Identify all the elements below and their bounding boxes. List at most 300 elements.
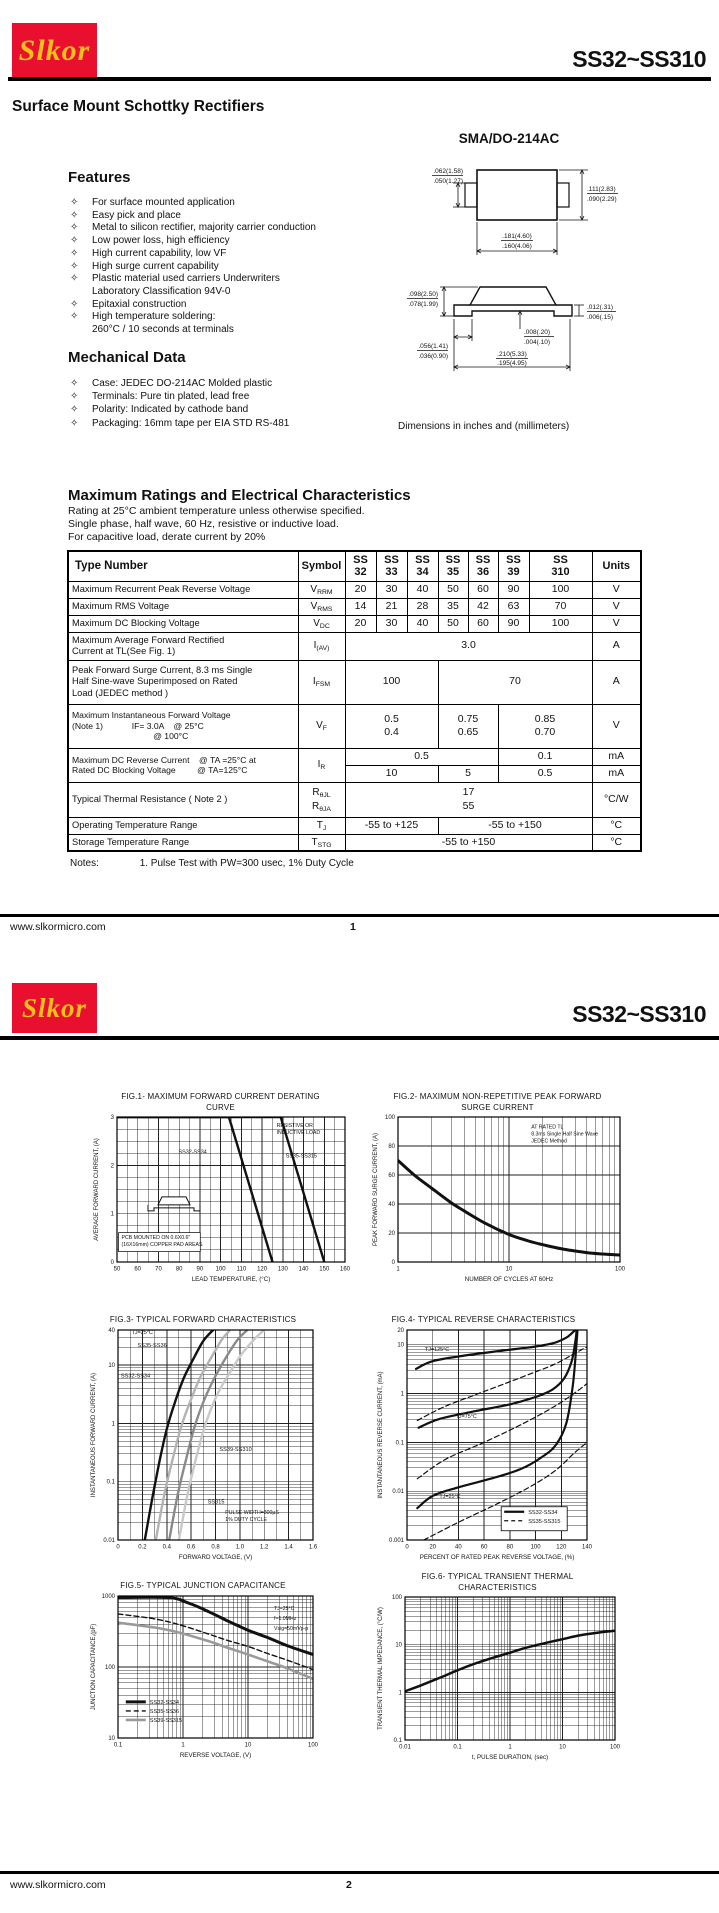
list-item [70, 311, 370, 336]
svg-text:1: 1 [398, 1690, 402, 1697]
chart-svg-fig3 [88, 1326, 318, 1568]
list-item [70, 248, 370, 261]
svg-text:2: 2 [110, 1163, 114, 1170]
x-axis-label: LEAD TEMPERATURE, (°C) [191, 1276, 271, 1283]
table-cell: 3.0 [345, 632, 592, 660]
y-axis-label: INSTANTANEOUS REVERSE CURRENT, (mA) [378, 1370, 384, 1499]
figure-1 [91, 1092, 350, 1288]
table-cell: 0.1 [498, 748, 592, 765]
figure-6 [375, 1572, 620, 1768]
brand-logo [12, 23, 97, 78]
chart-annotation: RESISTIVE OR [276, 1123, 313, 1130]
header-rule-p2 [0, 1036, 719, 1040]
footer-page-p2: 2 [346, 1879, 352, 1891]
svg-text:140: 140 [581, 1544, 593, 1550]
list-item [70, 222, 370, 235]
y-axis-label: JUNCTION CAPACITANCE,(pF) [91, 1623, 97, 1710]
svg-text:80: 80 [506, 1544, 514, 1550]
table-cell: Operating Temperature Range [68, 817, 298, 834]
chart-svg-fig4 [375, 1326, 592, 1568]
dim-standoff-max: .012(.31) [587, 304, 614, 311]
chart-svg-fig2 [370, 1113, 625, 1288]
svg-text:0: 0 [116, 1544, 120, 1550]
figure-3-title: FIG.3- TYPICAL FORWARD CHARACTERISTICS [109, 1315, 297, 1324]
svg-text:1.2: 1.2 [260, 1544, 269, 1550]
svg-text:1000: 1000 [101, 1593, 115, 1600]
table-cell: Maximum Instantaneous Forward Voltage (Note 1) IF= 3.0A @ 25°C @ 100°C [68, 704, 298, 748]
table-cell: 50 [438, 615, 468, 632]
table-cell: -55 to +125 [345, 817, 438, 834]
list-item [70, 210, 370, 223]
x-axis-label: NUMBER OF CYCLES AT 60Hz [464, 1276, 554, 1283]
chart-annotation: Vsig=50mVp-p [274, 1625, 309, 1632]
figure-4-plot [375, 1326, 592, 1568]
symbol-subscript: J [322, 824, 327, 832]
dim-body-width-min: .160(4.06) [502, 243, 532, 250]
header-rule [8, 77, 711, 81]
chart-annotation: TJ=125°C [425, 1346, 450, 1353]
table-cell: °C [592, 817, 641, 834]
ratings-heading: Maximum Ratings and Electrical Characteristics [68, 487, 411, 504]
table-cell: 63 [498, 598, 529, 615]
svg-text:0.1: 0.1 [395, 1439, 404, 1446]
svg-text:100: 100 [215, 1266, 226, 1273]
chart-svg-fig6 [375, 1593, 620, 1768]
symbol-base: V [316, 720, 323, 732]
svg-text:40: 40 [108, 1327, 115, 1334]
table-cell: 70 [438, 660, 592, 704]
list-item-text: Low power loss, high efficiency [92, 235, 230, 247]
table-cell: 70 [529, 598, 592, 615]
figure-2 [370, 1092, 625, 1288]
diamond-bullet-icon: ✧ [70, 298, 79, 310]
chart-annotation: SS32-SS34 [120, 1372, 151, 1379]
dim-height-min: .078(1.99) [408, 301, 438, 308]
list-item-text: Packaging: 16mm tape per EIA STD RS-481 [92, 417, 290, 429]
list-item-text: Polarity: Indicated by cathode band [92, 404, 249, 416]
col-header-symbol: Symbol [298, 551, 345, 581]
table-cell: 28 [407, 598, 438, 615]
diamond-bullet-icon: ✧ [70, 273, 79, 285]
notes-text: 1. Pulse Test with PW=300 usec, 1% Duty Cycle [139, 858, 354, 869]
col-header-part: SS 34 [407, 551, 438, 581]
symbol-subscript: F [322, 725, 327, 733]
table-cell: mA [592, 765, 641, 782]
svg-text:0.8: 0.8 [211, 1544, 220, 1550]
dim-overall-min: .195(4.95) [497, 360, 527, 367]
list-item [70, 377, 380, 390]
x-axis-label: PERCENT OF RATED PEAK REVERSE VOLTAGE, (%) [419, 1553, 575, 1561]
svg-text:100: 100 [530, 1544, 541, 1550]
diamond-bullet-icon: ✧ [70, 197, 79, 208]
footer-site-p2: www.slkormicro.com [10, 1879, 106, 1891]
svg-text:1: 1 [400, 1391, 404, 1397]
chart-annotation: TJ=25°C [131, 1329, 153, 1336]
figure-1-title-line1: FIG.1- MAXIMUM FORWARD CURRENT DERATING [121, 1092, 320, 1101]
notes-label: Notes: [70, 858, 99, 869]
svg-text:100: 100 [609, 1744, 621, 1751]
list-item-text: Epitaxial construction [92, 298, 187, 310]
svg-text:0.6: 0.6 [186, 1544, 196, 1550]
diamond-bullet-icon: ✧ [70, 247, 79, 259]
svg-text:20: 20 [388, 1231, 395, 1237]
svg-text:1: 1 [110, 1211, 114, 1218]
svg-text:1.0: 1.0 [235, 1544, 245, 1550]
table-cell: A [592, 632, 641, 660]
symbol-subscript: (AV) [316, 645, 330, 653]
symbol-subscript: RRM [317, 588, 333, 596]
table-cell: 0.5 [498, 765, 592, 782]
svg-text:80: 80 [175, 1266, 183, 1273]
chart-legend [501, 1506, 567, 1530]
list-item-text: Easy pick and place [92, 209, 181, 221]
svg-text:1.4: 1.4 [284, 1544, 293, 1550]
col-header-units: Units [592, 551, 641, 581]
dim-body-width-max: .181(4.60) [502, 233, 532, 240]
list-item [70, 403, 380, 416]
svg-text:0: 0 [110, 1260, 114, 1266]
svg-text:0.1: 0.1 [106, 1479, 115, 1486]
symbol-base: T [316, 819, 323, 831]
figure-3-plot [88, 1326, 318, 1568]
svg-text:140: 140 [298, 1266, 309, 1273]
list-item [70, 417, 380, 430]
table-cell: V [592, 615, 641, 632]
diamond-bullet-icon: ✧ [70, 260, 79, 272]
figure-6-plot [375, 1593, 620, 1768]
svg-text:20: 20 [429, 1544, 437, 1550]
table-cell [298, 615, 345, 632]
symbol-base: I [313, 640, 317, 652]
list-item-text: For surface mounted application [92, 197, 235, 208]
list-item-text: Metal to silicon rectifier, majority carrier conduction [92, 222, 316, 234]
table-cell: 0.5 0.4 [345, 704, 438, 748]
table-cell: Maximum Average Forward Rectified Current at TL(See Fig. 1) [68, 632, 298, 660]
brand-logo-text: Slkor [18, 33, 91, 67]
svg-text:10: 10 [244, 1742, 252, 1748]
package-top-view [432, 168, 618, 255]
diamond-bullet-icon: ✧ [70, 404, 79, 416]
table-cell: 100 [529, 581, 592, 598]
chart-annotation: INDUCTIVE LOAD [276, 1130, 321, 1137]
mechanical-heading: Mechanical Data [68, 349, 186, 366]
dimensions-caption: Dimensions in inches and (millimeters) [398, 421, 570, 432]
col-header-part: SS 33 [376, 551, 407, 581]
col-header-part: SS 36 [468, 551, 498, 581]
table-cell: 40 [407, 581, 438, 598]
svg-text:70: 70 [155, 1266, 162, 1273]
chart-annotation: PCB MOUNTED ON 0.6X0.6" [121, 1234, 191, 1241]
svg-text:0.01: 0.01 [399, 1744, 411, 1751]
footer-rule-p1 [0, 914, 719, 917]
table-cell: 90 [498, 615, 529, 632]
table-cell: -55 to +150 [438, 817, 592, 834]
table-cell: Typical Thermal Resistance ( Note 2 ) [68, 782, 298, 817]
svg-text:10: 10 [397, 1342, 404, 1349]
table-cell: Maximum DC Reverse Current @ TA =25°C at Rated DC Blocking Voltage @ TA=125°C [68, 748, 298, 782]
list-item [70, 197, 370, 210]
mechanical-list [70, 377, 380, 430]
x-axis-label: REVERSE VOLTAGE, (V) [179, 1751, 252, 1759]
chart-annotation: SS39-SS310 [219, 1446, 252, 1453]
table-cell [298, 632, 345, 660]
svg-text:1: 1 [111, 1420, 115, 1427]
diamond-bullet-icon: ✧ [70, 222, 79, 234]
package-side-view [407, 287, 616, 371]
brand-logo-text-p2: Slkor [21, 992, 88, 1023]
diamond-bullet-icon: ✧ [70, 417, 79, 429]
package-inset-icon [148, 1197, 200, 1211]
svg-text:100: 100 [104, 1664, 115, 1671]
footer-site-p1: www.slkormicro.com [10, 921, 106, 933]
chart-annotation: (16X16mm) COPPER PAD AREAS [121, 1241, 203, 1248]
symbol-subscript: R [320, 764, 326, 772]
table-cell [298, 834, 345, 851]
svg-text:100: 100 [614, 1266, 626, 1273]
chart-annotation: PULSE WIDTH=300µS [225, 1509, 279, 1516]
figure-5-title: FIG.5- TYPICAL JUNCTION CAPACITANCE [120, 1581, 286, 1590]
svg-text:50: 50 [113, 1266, 121, 1273]
svg-text:3: 3 [110, 1115, 114, 1121]
brand-logo-p2 [12, 983, 97, 1033]
part-number-p2: SS32~SS310 [572, 1001, 706, 1027]
svg-text:120: 120 [257, 1266, 268, 1273]
svg-text:60: 60 [134, 1266, 142, 1273]
y-axis-label: PEAK FORWARD SURGE CURRENT, (A) [373, 1132, 379, 1247]
footer-rule-p2 [0, 1871, 719, 1874]
diamond-bullet-icon: ✧ [70, 209, 79, 221]
x-axis-label: t, PULSE DURATION, (sec) [471, 1754, 549, 1761]
figure-2-plot [370, 1113, 625, 1288]
table-cell: 100 [345, 660, 438, 704]
col-header-part: SS 35 [438, 551, 468, 581]
figure-1-plot [91, 1113, 350, 1288]
symbol-subscript: DC [319, 622, 330, 630]
table-cell: A [592, 660, 641, 704]
chart-annotation: 1% DUTY CYCLE [225, 1516, 267, 1523]
table-cell [298, 598, 345, 615]
features-heading: Features [68, 169, 131, 186]
table-cell: 10 [345, 765, 438, 782]
svg-text:1: 1 [508, 1744, 512, 1751]
svg-text:0.2: 0.2 [138, 1544, 147, 1550]
dim-seat-min: .004(.10) [524, 339, 551, 346]
table-cell: 60 [468, 581, 498, 598]
table-cell [298, 660, 345, 704]
col-header-part: SS 32 [345, 551, 376, 581]
col-header-type: Type Number [68, 551, 298, 581]
svg-text:100: 100 [384, 1115, 395, 1121]
table-cell [298, 748, 345, 782]
list-item-text: High surge current capability [92, 260, 219, 272]
table-cell: Maximum DC Blocking Voltage [68, 615, 298, 632]
dim-lead-max: .056(1.41) [418, 343, 448, 350]
svg-text:80: 80 [388, 1144, 395, 1150]
table-cell: 14 [345, 598, 376, 615]
svg-text:10: 10 [395, 1642, 402, 1649]
list-item-text: Case: JEDEC DO-214AC Molded plastic [92, 378, 273, 389]
dim-body-height-max: .111(2.83) [587, 186, 616, 193]
table-cell: V [592, 598, 641, 615]
table-cell: 20 [345, 615, 376, 632]
svg-text:0.4: 0.4 [162, 1544, 171, 1550]
symbol-subscript: FSM [315, 681, 331, 689]
chart-annotation: TJ=75°C [455, 1413, 477, 1420]
diamond-bullet-icon: ✧ [70, 235, 79, 247]
svg-text:130: 130 [277, 1266, 288, 1273]
x-axis-label: FORWARD VOLTAGE, (V) [178, 1553, 253, 1561]
table-cell: -55 to +150 [345, 834, 592, 851]
series-SS35-SS36 [118, 1613, 313, 1669]
table-cell: 0.85 0.70 [498, 704, 592, 748]
chart-annotation: TJ=25°C [274, 1605, 295, 1612]
y-axis-label: TRANSIENT THERMAL IMPEDANCE, (°C/W) [378, 1607, 384, 1730]
figure-1-title-line2: CURVE [206, 1102, 235, 1112]
ratings-subline-2: Single phase, half wave, 60 Hz, resistive or inductive load. [68, 518, 339, 530]
table-cell: 35 [438, 598, 468, 615]
table-cell: °C [592, 834, 641, 851]
svg-text:60: 60 [388, 1173, 395, 1179]
table-cell: 90 [498, 581, 529, 598]
chart-svg-fig1 [91, 1113, 350, 1288]
table-cell: 60 [468, 615, 498, 632]
table-cell: 17 55 [345, 782, 592, 817]
col-header-part: SS 39 [498, 551, 529, 581]
svg-text:0.1: 0.1 [113, 1742, 123, 1748]
y-axis-label: AVERAGE FORWARD CURRENT, (A) [94, 1138, 100, 1241]
symbol-base: I [317, 759, 321, 771]
symbol-base: T [311, 836, 318, 848]
table-cell: 30 [376, 615, 407, 632]
symbol-subscript: RMS [317, 605, 333, 613]
list-item [70, 390, 380, 403]
symbol-base: I [312, 676, 316, 688]
chart-annotation: 8.3ms Single Half Sine Wave [531, 1131, 599, 1138]
dim-tab-width-min: .050(1.27) [433, 178, 463, 185]
diamond-bullet-icon: ✧ [70, 311, 79, 323]
svg-text:0.1: 0.1 [453, 1744, 462, 1751]
chart-annotation: SS35-SS315 [285, 1153, 317, 1160]
chart-legend [126, 1699, 182, 1723]
figure-2-title-line1: FIG.2- MAXIMUM NON-REPETITIVE PEAK FORWARD [393, 1092, 602, 1101]
svg-text:160: 160 [339, 1266, 351, 1273]
svg-text:SS35-SS315: SS35-SS315 [528, 1518, 561, 1525]
package-outline-drawing [360, 125, 715, 377]
chart-svg-fig5 [88, 1592, 318, 1766]
chart-annotation: AT RATED TL [531, 1124, 564, 1131]
list-item-text: High current capability, low VF [92, 247, 227, 259]
svg-text:1: 1 [396, 1266, 400, 1273]
ratings-table [67, 550, 642, 852]
features-list [70, 197, 370, 337]
svg-text:90: 90 [196, 1266, 204, 1273]
table-cell: 100 [529, 615, 592, 632]
table-cell: V [592, 581, 641, 598]
dim-seat-max: .008(.20) [524, 329, 551, 336]
list-item [70, 273, 370, 298]
table-cell: 21 [376, 598, 407, 615]
table-cell: 0.75 0.65 [438, 704, 498, 748]
svg-text:100: 100 [391, 1595, 402, 1601]
chart-annotation: f=1.0MHz [274, 1615, 297, 1622]
figure-6-title-line1: FIG.6- TYPICAL TRANSIENT THERMAL [421, 1572, 574, 1581]
chart-annotation: JEDEC Method [531, 1138, 567, 1145]
svg-text:20: 20 [397, 1327, 404, 1334]
chart-annotation: SS315 [207, 1498, 225, 1505]
figure-5-plot [88, 1592, 318, 1766]
table-cell [298, 817, 345, 834]
ratings-table-wrap [67, 550, 642, 852]
symbol-base: V [310, 583, 318, 595]
svg-text:SS32-SS34: SS32-SS34 [528, 1509, 558, 1516]
figure-3 [88, 1315, 318, 1568]
list-item [70, 299, 370, 312]
dim-standoff-min: .006(.15) [587, 314, 614, 321]
table-cell: Peak Forward Surge Current, 8.3 ms Single Half Sine-wave Superimposed on Rated Load (JEDEC method ) [68, 660, 298, 704]
svg-text:110: 110 [236, 1266, 247, 1273]
dim-lead-min: .036(0.90) [418, 353, 448, 360]
svg-text:10: 10 [505, 1266, 513, 1273]
figure-4-title: FIG.4- TYPICAL REVERSE CHARACTERISTICS [391, 1315, 576, 1324]
svg-text:SS39-SS315: SS39-SS315 [149, 1717, 183, 1724]
svg-text:0: 0 [405, 1544, 409, 1550]
table-cell: Storage Temperature Range [68, 834, 298, 851]
svg-text:40: 40 [455, 1544, 462, 1550]
list-item-text: Plastic material used carriers Underwriters Laboratory Classification 94V-0 [92, 273, 280, 297]
table-cell: 40 [407, 615, 438, 632]
ratings-subline-1: Rating at 25°C ambient temperature unless otherwise specified. [68, 505, 365, 517]
svg-text:100: 100 [307, 1742, 319, 1748]
svg-text:40: 40 [388, 1202, 395, 1208]
list-item [70, 235, 370, 248]
table-cell [298, 581, 345, 598]
svg-text:0: 0 [391, 1260, 395, 1266]
dim-height-max: .098(2.50) [408, 291, 438, 298]
y-axis-label: INSTANTANEOUS FORWARD CURRENT, (A) [91, 1372, 97, 1497]
list-item-text: Terminals: Pure tin plated, lead free [92, 391, 250, 403]
svg-text:0.01: 0.01 [103, 1537, 115, 1544]
figure-2-title-line2: SURGE CURRENT [461, 1102, 534, 1112]
chart-annotation: SS32-SS34 [178, 1149, 207, 1156]
svg-text:150: 150 [319, 1266, 330, 1273]
figure-5 [88, 1581, 318, 1766]
dim-body-height-min: .090(2.29) [587, 196, 617, 203]
doc-title: Surface Mount Schottky Rectifiers [12, 98, 265, 115]
svg-text:10: 10 [108, 1735, 115, 1742]
table-cell: 20 [345, 581, 376, 598]
dim-tab-width-max: .062(1.58) [433, 168, 463, 175]
symbol-subscript: STG [317, 841, 332, 849]
table-notes [70, 858, 354, 869]
svg-text:SS32-SS34: SS32-SS34 [149, 1699, 180, 1706]
svg-text:120: 120 [556, 1544, 567, 1550]
svg-text:10: 10 [559, 1744, 566, 1751]
diamond-bullet-icon: ✧ [70, 378, 79, 389]
table-cell: 42 [468, 598, 498, 615]
diamond-bullet-icon: ✧ [70, 391, 79, 403]
dim-overall-max: .210(5.33) [497, 351, 527, 358]
list-item [70, 261, 370, 274]
table-cell: RθJL RθJA [298, 782, 345, 817]
ratings-subline-3: For capacitive load, derate current by 20% [68, 531, 266, 543]
table-cell: mA [592, 748, 641, 765]
svg-text:60: 60 [480, 1544, 488, 1550]
package-title: SMA/DO-214AC [458, 131, 560, 146]
svg-text:1: 1 [181, 1742, 185, 1748]
svg-text:0.01: 0.01 [392, 1488, 404, 1495]
chart-annotation: SS35-SS36 [137, 1342, 167, 1349]
chart-annotation: TJ=25°C [439, 1493, 461, 1500]
